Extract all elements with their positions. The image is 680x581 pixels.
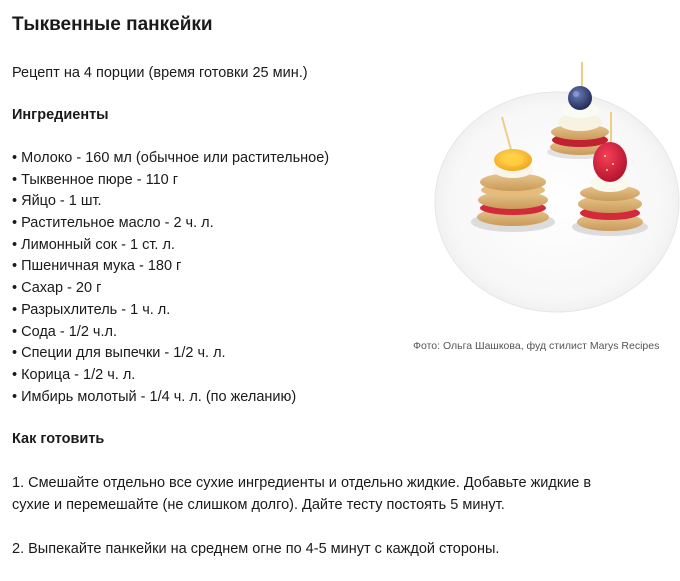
ingredient-item: • Яйцо - 1 шт.: [12, 191, 329, 213]
ingredient-item: • Специи для выпечки - 1/2 ч. л.: [12, 343, 329, 365]
method-heading: Как готовить: [12, 431, 105, 447]
ingredient-item: • Растительное масло - 2 ч. л.: [12, 213, 329, 235]
ingredient-item: • Имбирь молотый - 1/4 ч. л. (по желанию): [12, 387, 329, 409]
ingredient-item: • Тыквенное пюре - 110 г: [12, 170, 329, 192]
pancake-photo: [425, 52, 680, 330]
ingredient-item: • Лимонный сок - 1 ст. л.: [12, 235, 329, 257]
ingredient-item: • Сахар - 20 г: [12, 278, 329, 300]
step-1-line-1: 1. Смешайте отдельно все сухие ингредиенты и отдельно жидкие. Добавьте жидкие в: [12, 475, 592, 491]
ingredient-item: • Корица - 1/2 ч. л.: [12, 365, 329, 387]
recipe-intro: Рецепт на 4 порции (время готовки 25 мин.): [12, 65, 308, 81]
photo-caption: Фото: Ольга Шашкова, фуд стилист Marys Recipes: [413, 340, 660, 352]
ingredients-heading: Ингредиенты: [12, 107, 109, 123]
ingredient-item: • Пшеничная мука - 180 г: [12, 256, 329, 278]
step-2: 2. Выпекайте панкейки на среднем огне по 4-5 минут с каждой стороны.: [12, 541, 500, 557]
recipe-title: Тыквенные панкейки: [12, 14, 213, 35]
ingredient-item: • Молоко - 160 мл (обычное или растительное): [12, 148, 329, 170]
ingredient-item: • Сода - 1/2 ч.л.: [12, 322, 329, 344]
ingredients-list: [12, 148, 329, 408]
step-1-line-2: сухие и перемешайте (не слишком долго). Дайте тесту постоять 5 минут.: [12, 497, 505, 513]
ingredient-item: • Разрыхлитель - 1 ч. л.: [12, 300, 329, 322]
